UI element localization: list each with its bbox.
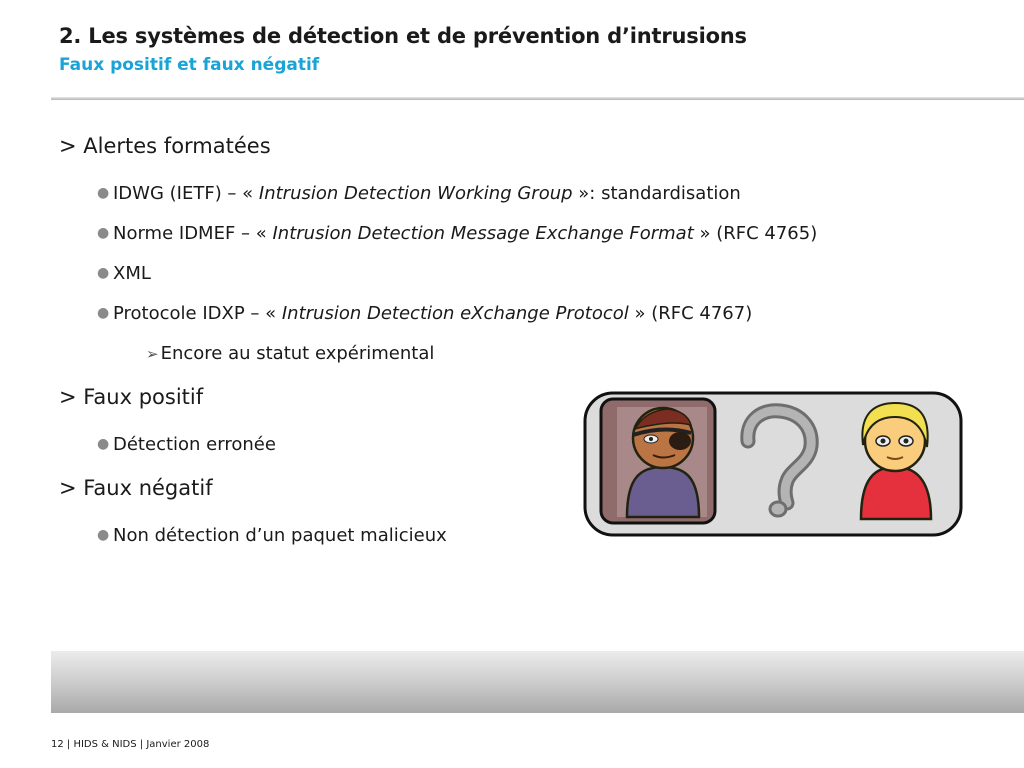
- title-divider: [51, 97, 1024, 100]
- identity-illustration: [583, 391, 963, 537]
- section-heading-faux-positif: > Faux positif: [59, 385, 204, 409]
- footer-text: 12 | HIDS & NIDS | Janvier 2008: [51, 739, 210, 750]
- bullet-dot-icon: ●: [97, 527, 110, 543]
- bullet-dot-icon: ●: [97, 305, 110, 321]
- list-item: ● Norme IDMEF – « Intrusion Detection Message Exchange Format » (RFC 4765): [97, 223, 818, 244]
- section-heading-faux-negatif: > Faux négatif: [59, 476, 213, 500]
- sub-list-item: ➢ Encore au statut expérimental: [146, 343, 435, 364]
- slide-subtitle: Faux positif et faux négatif: [59, 55, 320, 75]
- list-item: ● Non détection d’un paquet malicieux: [97, 525, 447, 546]
- arrow-bullet-icon: ➢: [146, 345, 159, 363]
- list-item: ● Détection erronée: [97, 434, 276, 455]
- bullet-dot-icon: ●: [97, 185, 110, 201]
- bullet-dot-icon: ●: [97, 225, 110, 241]
- slide-title: 2. Les systèmes de détection et de prévention d’intrusions: [59, 24, 747, 48]
- bullet-dot-icon: ●: [97, 265, 110, 281]
- section-heading-alertes: > Alertes formatées: [59, 134, 271, 158]
- list-item: ● Protocole IDXP – « Intrusion Detection eXchange Protocol » (RFC 4767): [97, 303, 753, 324]
- list-item: ● IDWG (IETF) – « Intrusion Detection Working Group »: standardisation: [97, 183, 741, 204]
- list-item: ● XML: [97, 263, 151, 284]
- bullet-dot-icon: ●: [97, 436, 110, 452]
- footer-band: [51, 651, 1024, 713]
- pirate-user-icon: [601, 399, 715, 523]
